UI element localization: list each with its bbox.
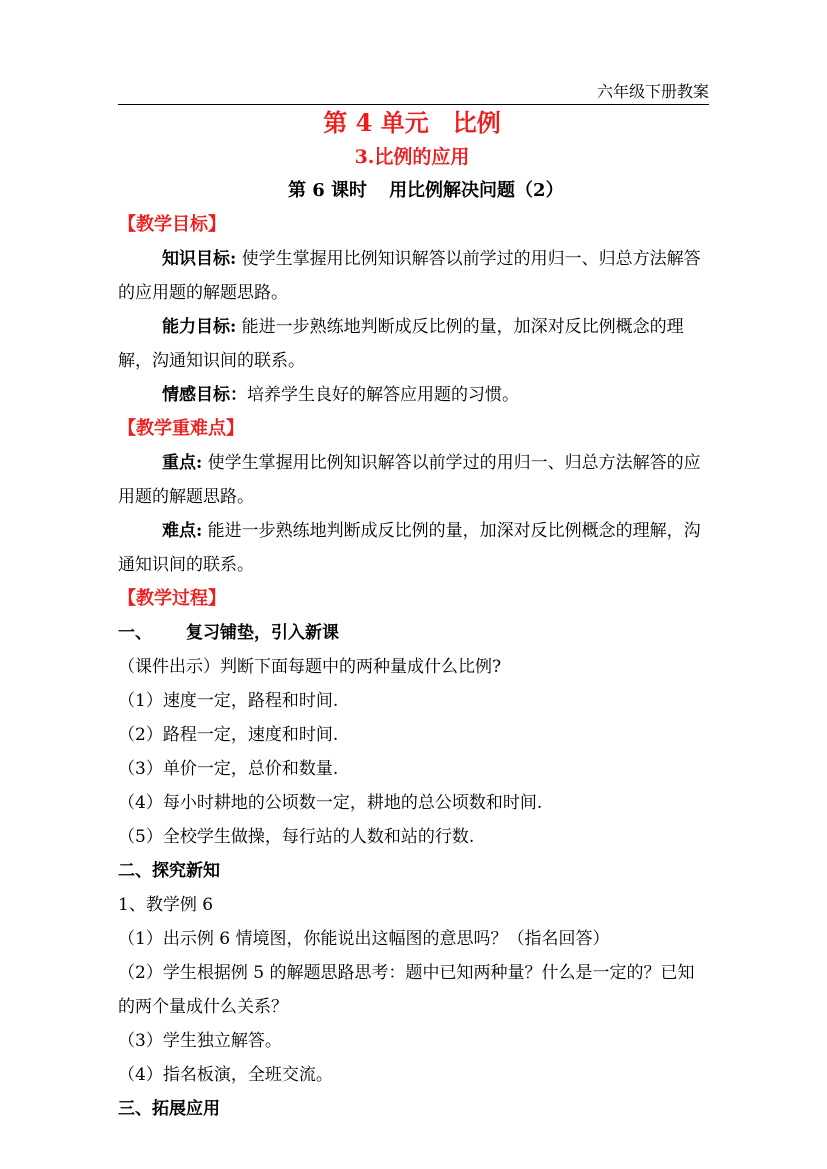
keypoints-heading: 【教学重难点】 (118, 418, 244, 439)
difficulty-label: 难点: (162, 521, 203, 541)
document-body (118, 106, 706, 1126)
objectives-heading: 【教学目标】 (118, 214, 226, 235)
focus-label: 重点: (162, 453, 203, 473)
unit-topic: 比例 (452, 108, 501, 137)
knowledge-label: 知识目标: (162, 249, 237, 269)
part3-heading: 三、拓展应用 (118, 1099, 220, 1119)
part1-title: 复习铺垫，引入新课 (186, 623, 339, 643)
part1-line: （2）路程一定，速度和时间. (118, 725, 339, 745)
lesson-number: 第 6 课时 (288, 180, 368, 201)
part1-line: （4）每小时耕地的公顷数一定，耕地的总公顷数和时间. (118, 793, 543, 813)
part2-line: （2）学生根据例 5 的解题思路思考：题中已知两种量？什么是一定的？已知的两个量成什么关系？ (118, 963, 695, 1017)
header-label: 六年级下册教案 (596, 82, 709, 101)
part1-line: （课件出示）判断下面每题中的两种量成什么比例? (118, 657, 502, 677)
ability-objective (118, 310, 706, 378)
emotion-objective (118, 378, 706, 412)
part2-line: 1、教学例 6 (118, 895, 214, 915)
process-heading: 【教学过程】 (118, 588, 226, 609)
part2-line: （1）出示例 6 情境图，你能说出这幅图的意思吗？（指名回答） (118, 929, 610, 949)
knowledge-objective (118, 242, 706, 310)
emotion-label: 情感目标： (162, 385, 247, 405)
difficulty-text: 能进一步熟练地判断成反比例的量，加深对反比例概念的理解，沟通知识间的联系。 (118, 521, 701, 575)
ability-text: 能进一步熟练地判断成反比例的量，加深对反比例概念的理解，沟通知识间的联系。 (118, 317, 684, 371)
header-rule (118, 104, 709, 105)
difficulty-point (118, 514, 706, 582)
part2-line: （4）指名板演，全班交流。 (118, 1065, 333, 1085)
unit-title (118, 106, 706, 140)
unit-number: 第 4 单元 (323, 108, 429, 137)
part2-line: （3）学生独立解答。 (118, 1031, 282, 1051)
knowledge-text: 使学生掌握用比例知识解答以前学过的用归一、归总方法解答的应用题的解题思路。 (118, 249, 701, 303)
section-title: 3.比例的应用 (354, 146, 470, 168)
part1-line: （5）全校学生做操，每行站的人数和站的行数. (118, 827, 475, 847)
focus-text: 使学生掌握用比例知识解答以前学过的用归一、归总方法解答的应用题的解题思路。 (118, 453, 701, 507)
part2-heading: 二、探究新知 (118, 861, 220, 881)
lesson-title (118, 174, 706, 208)
lesson-name: 用比例解决问题（2） (389, 180, 564, 201)
part1-heading (118, 616, 706, 650)
part1-number: 一、 (118, 623, 152, 643)
focus-point (118, 446, 706, 514)
ability-label: 能力目标: (162, 317, 237, 337)
emotion-text: 培养学生良好的解答应用题的习惯。 (247, 385, 519, 405)
part1-line: （3）单价一定，总价和数量. (118, 759, 339, 779)
part1-line: （1）速度一定，路程和时间. (118, 691, 339, 711)
